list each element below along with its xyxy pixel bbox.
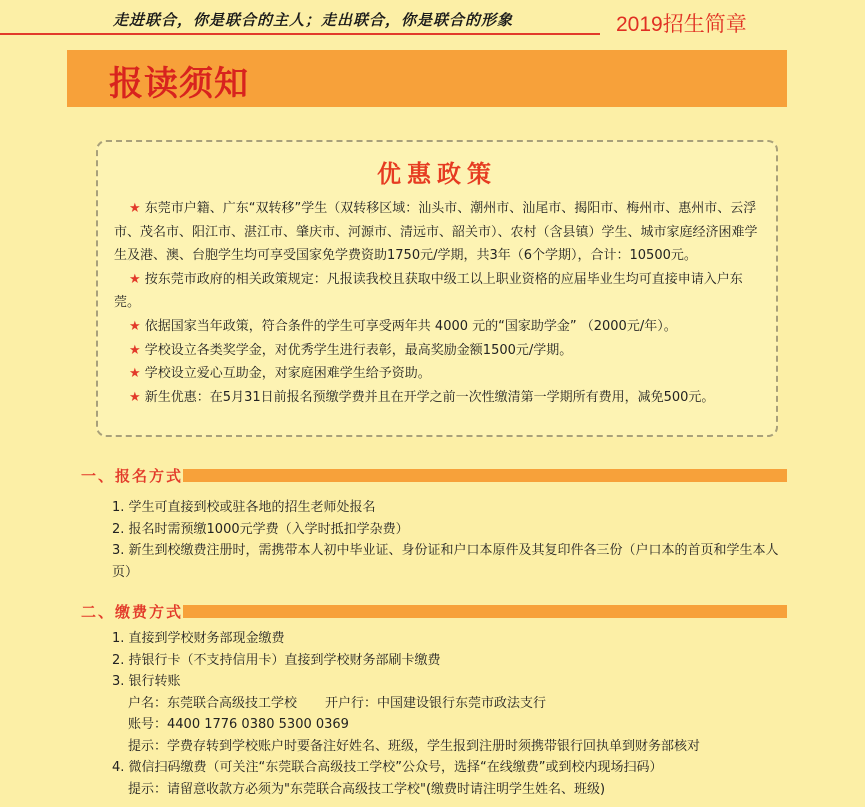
list-item: 3. 银行转账 bbox=[112, 674, 181, 689]
list-item: 2. 持银行卡（不支持信用卡）直接到学校财务部刷卡缴费 bbox=[112, 652, 441, 668]
section-bar bbox=[183, 469, 787, 482]
page-title: 报读须知 bbox=[109, 64, 249, 104]
policy-list bbox=[114, 197, 762, 409]
account-name: 户名：东莞联合高级技工学校 bbox=[128, 695, 298, 711]
payment-heading: 二、缴费方式 bbox=[81, 603, 184, 621]
notice-banner bbox=[67, 50, 787, 107]
registration-heading: 一、报名方式 bbox=[81, 467, 184, 485]
star-icon: ★ bbox=[129, 318, 141, 334]
registration-section-header bbox=[81, 466, 787, 484]
list-item: 2. 报名时需预缴1000元学费（入学时抵扣学杂费） bbox=[112, 521, 409, 537]
bank-name: 开户行：中国建设银行东莞市政法支行 bbox=[325, 695, 547, 711]
list-item: 1. 学生可直接到校或驻各地的招生老师处报名 bbox=[112, 500, 376, 515]
bank-account-line bbox=[112, 693, 792, 715]
bank-tip: 提示：学费存转到学校账户时要备注好姓名、班级，学生报到注册时须携带银行回执单到财务部核对 bbox=[128, 738, 701, 754]
list-item: 1. 直接到学校财务部现金缴费 bbox=[112, 631, 285, 646]
list-item: 3. 新生到校缴费注册时，需携带本人初中毕业证、身份证和户口本原件及其复印件各三份（户口本的首页和学生本人页） bbox=[112, 543, 779, 580]
top-header bbox=[0, 0, 865, 40]
star-icon: ★ bbox=[129, 201, 141, 216]
list-item: 4. 微信扫码缴费（可关注“东莞联合高级技工学校”公众号，选择“在线缴费”或到校内现场扫码） bbox=[112, 760, 663, 775]
star-icon: ★ bbox=[129, 271, 141, 287]
brochure-title: 2019招生简章 bbox=[616, 13, 747, 36]
payment-list bbox=[112, 628, 792, 800]
star-icon: ★ bbox=[129, 389, 141, 405]
registration-list bbox=[112, 497, 792, 583]
account-number: 账号：4400 1776 0380 5300 0369 bbox=[128, 717, 349, 732]
policy-item: ★ 按东莞市政府的相关政策规定：凡报读我校且获取中级工以上职业资格的应届毕业生均可直接申请入户东莞。 bbox=[114, 271, 743, 311]
star-icon: ★ bbox=[129, 342, 141, 358]
policy-item: ★ 依据国家当年政策，符合条件的学生可享受两年共 4000 元的“国家助学金” （2000元/年）。 bbox=[129, 318, 677, 334]
policy-title: 优惠政策 bbox=[377, 159, 497, 188]
payment-section-header bbox=[81, 602, 787, 620]
preferential-policy-box bbox=[96, 140, 778, 437]
wechat-tip: 提示：请留意收款方必须为"东莞联合高级技工学校"(缴费时请注明学生姓名、班级) bbox=[128, 781, 606, 797]
star-icon: ★ bbox=[129, 366, 141, 382]
header-divider bbox=[0, 33, 600, 35]
policy-item: ★ 新生优惠：在5月31日前报名预缴学费并且在开学之前一次性缴清第一学期所有费用，减免500元。 bbox=[129, 389, 715, 405]
section-bar bbox=[183, 605, 787, 618]
policy-item: ★ 学校设立爱心互助金，对家庭困难学生给予资助。 bbox=[129, 366, 431, 382]
school-slogan: 走进联合，你是联合的主人；走出联合，你是联合的形象 bbox=[113, 11, 514, 29]
policy-item: ★ 东莞市户籍、广东“双转移”学生（双转移区域：汕头市、潮州市、汕尾市、揭阳市、梅州市、惠州市、云浮市、茂名市、阳江市、湛江市、肇庆市、河源市、清远市、韶关市）、农村（含县镇）学生、城市家庭经济困难学生及港、澳、台胞学生均可享受国家免学费资助1750元/学期，共3年（6个学期），合计：10500元。 bbox=[114, 201, 758, 264]
policy-item: ★ 学校设立各类奖学金，对优秀学生进行表彰，最高奖励金额1500元/学期。 bbox=[129, 342, 573, 358]
